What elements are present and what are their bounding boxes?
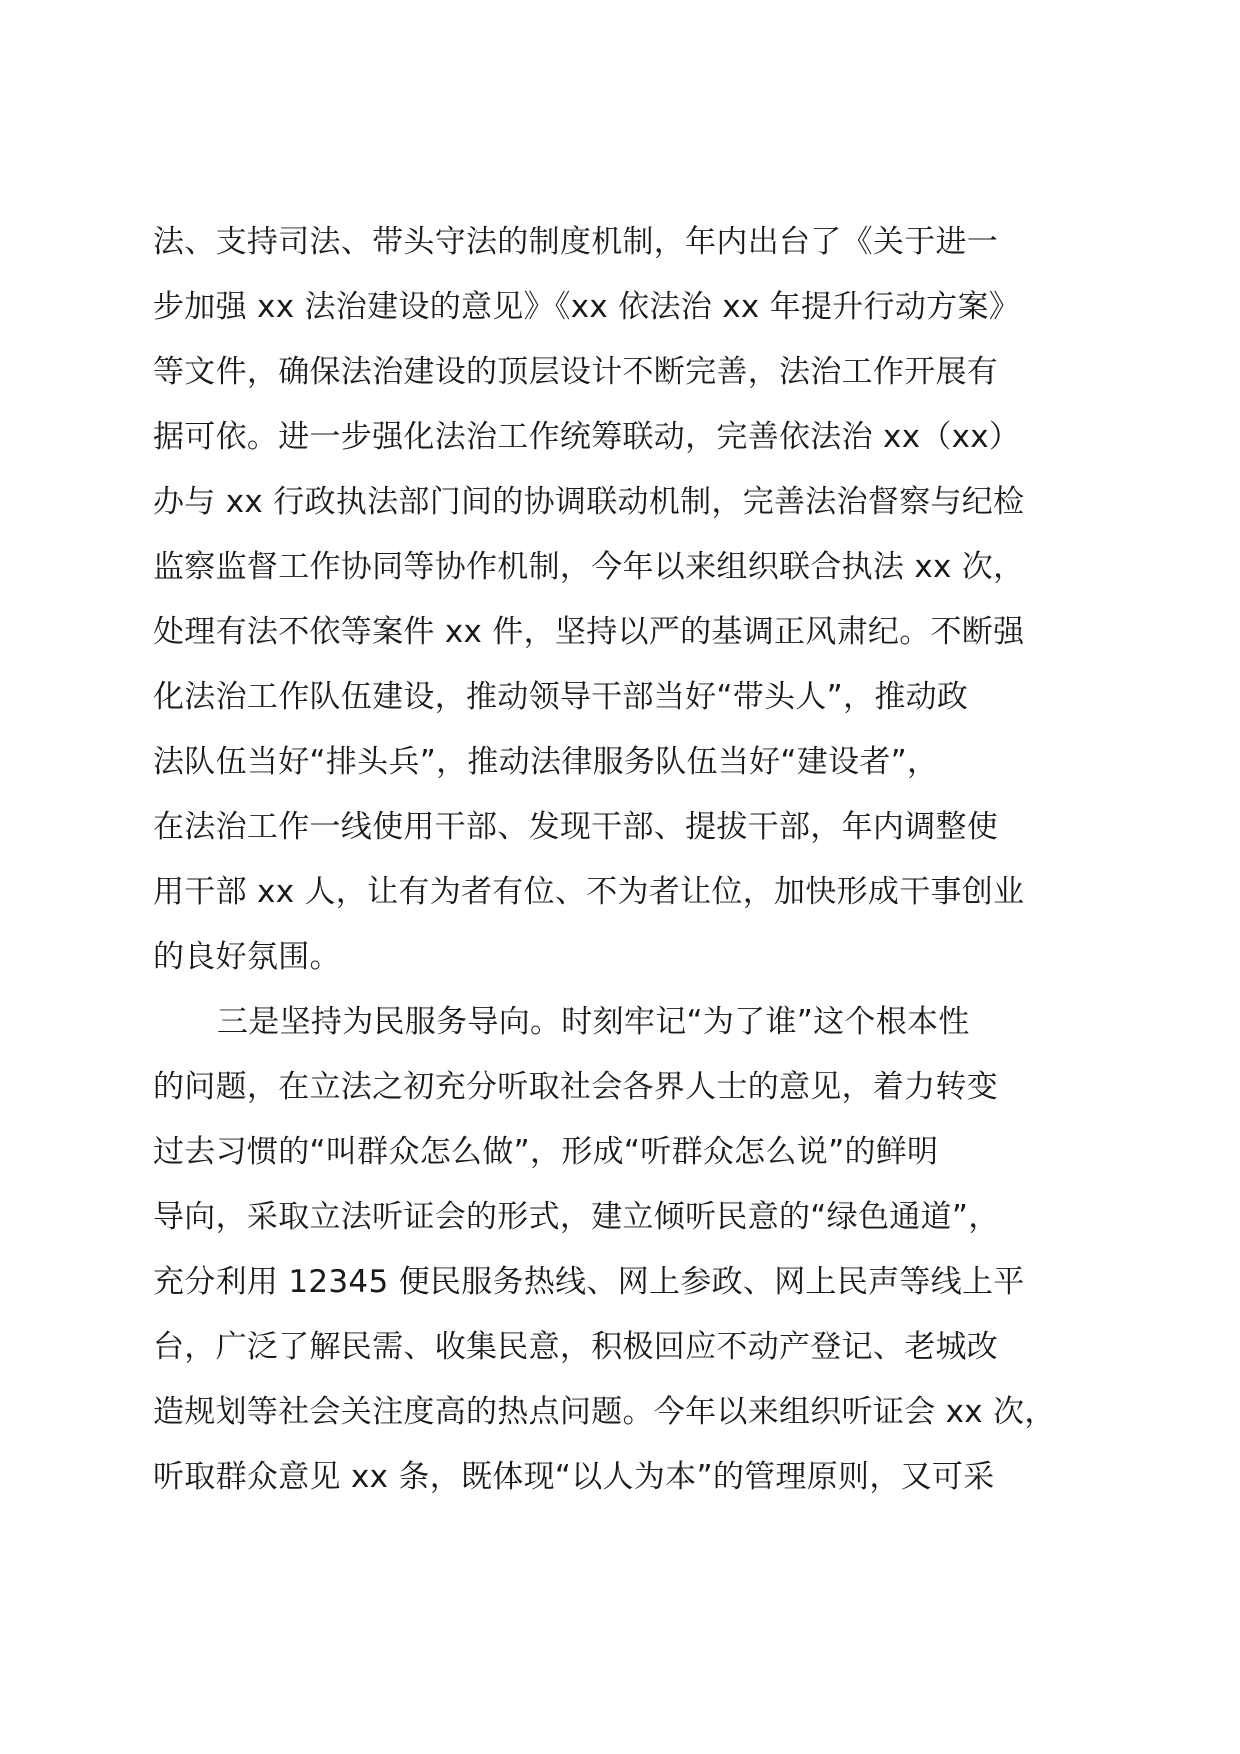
body-text (153, 210, 1103, 1510)
paragraph-line: 等文件，确保法治建设的顶层设计不断完善，法治工作开展有 (153, 354, 999, 390)
paragraph-line: 化法治工作队伍建设，推动领导干部当好“带头人”，推动政 (153, 679, 969, 715)
paragraph-2 (153, 990, 1103, 1510)
paragraph-line: 三是坚持为民服务导向。时刻牢记“为了谁”这个根本性 (217, 1004, 970, 1040)
paragraph-line: 步加强 xx 法治建设的意见》《xx 依法治 xx 年提升行动方案》 (153, 289, 1021, 325)
paragraph-line: 法队伍当好“排头兵”，推动法律服务队伍当好“建设者”， (153, 744, 939, 780)
paragraph-line: 监察监督工作协同等协作机制，今年以来组织联合执法 xx 次， (153, 549, 1025, 585)
paragraph-line: 处理有法不依等案件 xx 件，坚持以严的基调正风肃纪。不断强 (153, 614, 1025, 650)
paragraph-line: 办与 xx 行政执法部门间的协调联动机制，完善法治督察与纪检 (153, 484, 1025, 520)
paragraph-line: 法、支持司法、带头守法的制度机制，年内出台了《关于进一 (153, 224, 999, 260)
paragraph-line: 的良好氛围。 (153, 939, 341, 975)
paragraph-line: 的问题，在立法之初充分听取社会各界人士的意见，着力转变 (153, 1069, 999, 1105)
paragraph-line: 过去习惯的“叫群众怎么做”，形成“听群众怎么说”的鲜明 (153, 1134, 939, 1170)
paragraph-line: 充分利用 12345 便民服务热线、网上参政、网上民声等线上平 (153, 1264, 1025, 1300)
paragraph-line: 听取群众意见 xx 条，既体现“以人为本”的管理原则，又可采 (153, 1459, 995, 1495)
paragraph-line: 据可依。进一步强化法治工作统筹联动，完善依法治 xx（xx） (153, 419, 1021, 455)
paragraph-line: 在法治工作一线使用干部、发现干部、提拔干部，年内调整使 (153, 809, 999, 845)
paragraph-line: 用干部 xx 人，让有为者有位、不为者让位，加快形成干事创业 (153, 874, 1025, 910)
paragraph-line: 台，广泛了解民需、收集民意，积极回应不动产登记、老城改 (153, 1329, 999, 1365)
paragraph-1 (153, 210, 1103, 990)
paragraph-line: 导向，采取立法听证会的形式，建立倾听民意的“绿色通道”， (153, 1199, 1000, 1235)
paragraph-line: 造规划等社会关注度高的热点问题。今年以来组织听证会 xx 次， (153, 1394, 1056, 1430)
